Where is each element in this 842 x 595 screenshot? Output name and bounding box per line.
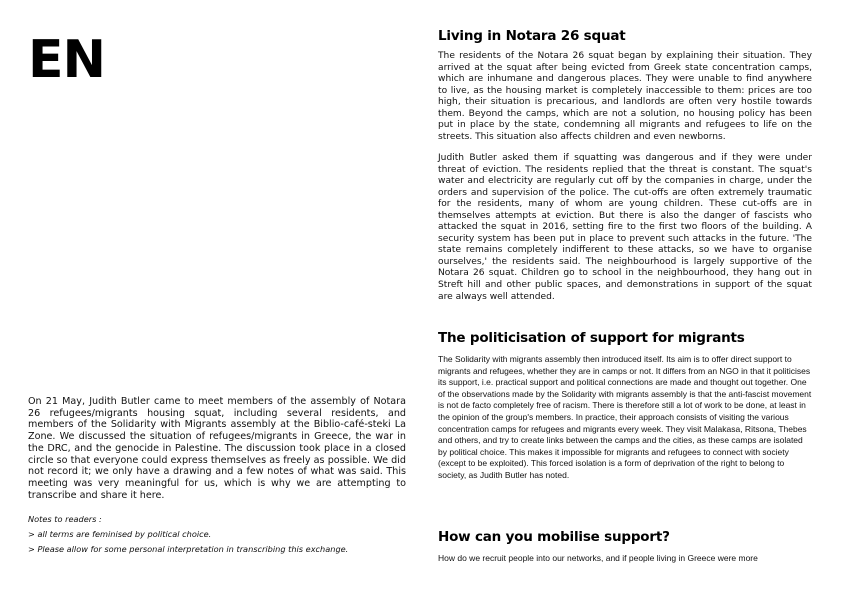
section-heading-politicisation: The politicisation of support for migrants xyxy=(438,330,745,346)
language-label: EN xyxy=(28,30,106,90)
section-paragraph: Judith Butler asked them if squatting was dangerous and if they were under threat of eviction. The residents replied that the threat is constant. The squat's water and electricity are regularly cut off by the companies in charge, under the orders and supervision of the police. The cut-offs are often extremely traumatic for the residents, many of whom are young children. These cut-offs are in themselves attempts at eviction. But there is also the danger of fascists who attacked the squat in 2016, setting fire to the first two floors of the building. A security system has been put in place to prevent such attacks in the future. 'The state remains completely indifferent to these attacks, so we have to organise ourselves,' the residents said. The neighbourhood is largely supportive of the Notara 26 squat. Children go to school in the neighbourhood, they hang out in Streft hill and other public spaces, and demonstrations in support of the squat are always well attended. xyxy=(438,153,812,302)
left-page xyxy=(28,0,406,595)
note-item: > Please allow for some personal interpretation in transcribing this exchange. xyxy=(28,544,349,555)
section-paragraph: The residents of the Notara 26 squat began by explaining their situation. They arrived at the squat after being evicted from Greek state concentration camps, which are inhumane and dangerous places. They were unable to find anywhere to live, as the housing market is completely inaccessible to them: prices are too high, their situation is precarious, and landlords are often very hostile towards them. Beyond the camps, which are not a solution, no housing policy has been put in place by the state, condemning all migrants and refugees to life on the streets. This situation also affects children and even newborns. xyxy=(438,51,812,142)
notes-to-readers xyxy=(28,514,406,560)
note-item: > all terms are feminised by political choice. xyxy=(28,529,212,540)
section-paragraph: The Solidarity with migrants assembly then introduced itself. Its aim is to offer direct support to migrants and refugees, whether they are in camps or not. It differs from an NGO in that it politicises its support, i.e. practical support and political connections are made and thought out together. One of the observations made by the Solidarity with migrants assembly is that the anti-fascist movement is not de facto completely free of racism. There is therefore still a lot of work to be done, at least in the opinion of the group's members. In practice, their approach consists of visiting the various concentration camps for refugees and migrants every week. They visit Malakasa, Ritsona, Thebes and others, and try to create links between the camps and the cities, as these camps are isolated by political choice. This makes it impossible for migrants and refugees to connect with society (except to be exploited). This forced isolation is a form of deprivation of the right to belong to society, as Judith Butler has noted. xyxy=(438,354,812,480)
section-heading-mobilise-support: How can you mobilise support? xyxy=(438,529,670,545)
section-paragraph: How do we recruit people into our networks, and if people living in Greece were more xyxy=(438,553,758,563)
notes-title: Notes to readers : xyxy=(28,514,102,524)
section-heading-living-in-squat: Living in Notara 26 squat xyxy=(438,28,626,44)
right-page xyxy=(438,0,812,595)
intro-paragraph: On 21 May, Judith Butler came to meet members of the assembly of Notara 26 refugees/migrants housing squat, including several residents, and members of the Solidarity with Migrants assembly at the Biblio-café-steki La Zone. We discussed the situation of refugees/migrants in Greece, the war in the DRC, and the genocide in Palestine. The discussion took place in a closed circle so that everyone could express themselves as freely as possible. We did not record it; we only have a drawing and a few notes of what was said. This meeting was very meaningful for us, which is why we are attempting to transcribe and share it here. xyxy=(28,396,406,501)
